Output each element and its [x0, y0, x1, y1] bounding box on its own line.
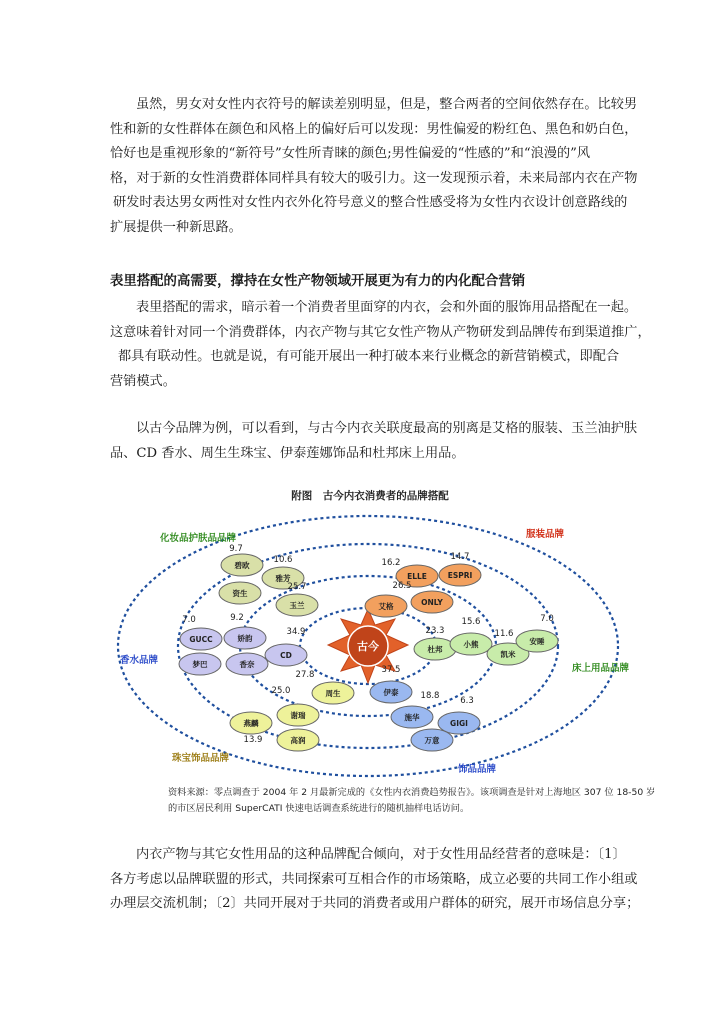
brand-name: 香奈 — [239, 660, 255, 669]
paragraph-line: 内衣产物与其它女性用品的这种品牌配合倾向，对于女性用品经营者的意味是：〔1〕 — [136, 847, 626, 862]
brand-value: 10.6 — [273, 555, 293, 565]
brand-name: ONLY — [421, 598, 443, 607]
paragraph-line: 表里搭配的需求，暗示着一个消费者里面穿的内衣，会和外面的服饰用品搭配在一起。 — [136, 300, 638, 315]
paragraph-line: 都具有联动性。也就是说，有可能开展出一种打破本来行业概念的新营销模式，即配合 — [118, 349, 620, 365]
brand-value: 7.0 — [182, 615, 196, 625]
brand-name: 燕麟 — [243, 719, 259, 728]
brand-name: 伊泰 — [383, 688, 399, 697]
brand-bubble — [370, 665, 412, 703]
brand-bubble — [411, 729, 453, 751]
brand-bubble — [450, 617, 492, 655]
paragraph-line: 恰好也是重视形象的“新符号”女性所青睐的颜色;男性偏爱的“性感的”和“浪漫的”风 — [110, 146, 591, 162]
paragraph-line: 各方考虑以品牌联盟的形式，共同探索可互相合作的市场策略，成立必要的共同工作小组或 — [110, 871, 638, 887]
center-label: 古今 — [357, 640, 379, 653]
figure-title: 附图 古今内衣消费者的品牌搭配 — [291, 490, 449, 502]
brand-bubble — [179, 653, 221, 675]
brand-bubble — [230, 712, 272, 734]
paragraph-3 — [110, 417, 638, 466]
paragraph-line: 研发时表达男女两性对女性内衣外化符号意义的整合性感受将为女性内衣设计创意路线的 — [113, 195, 628, 211]
brand-name: 雅芳 — [275, 574, 291, 583]
paragraph-line: 品、CD 香水、周生生珠宝、伊泰莲娜饰品和杜邦床上用品。 — [110, 445, 465, 461]
figure-caption — [168, 785, 656, 817]
brand-bubble — [224, 613, 266, 649]
brand-bubble — [365, 595, 407, 617]
brand-name: CD — [280, 651, 292, 660]
brand-name: 梦巴 — [192, 660, 208, 669]
brand-value: 15.6 — [461, 617, 481, 627]
brand-value: 25.0 — [271, 686, 291, 696]
brand-value: 27.8 — [295, 670, 315, 680]
paragraph-line: 格，对于新的女性消费群体同样具有较大的吸引力。这一发现预示着，未来局部内衣在产物 — [110, 170, 638, 186]
brand-value: 9.7 — [229, 544, 243, 554]
brand-value: 13.9 — [243, 735, 263, 745]
brand-name: 谢瑞 — [290, 711, 306, 720]
paragraph-2 — [110, 296, 651, 394]
brand-value: 23.3 — [425, 626, 445, 636]
brand-bubble — [516, 614, 558, 652]
brand-value: 16.2 — [381, 558, 401, 568]
brand-name: 周生 — [325, 689, 341, 698]
brand-name: 万意 — [424, 736, 440, 745]
brand-value: 14.7 — [450, 552, 470, 562]
brand-value: 26.5 — [392, 581, 412, 591]
brand-name: 碧欧 — [234, 561, 250, 570]
brand-name: ESPRI — [447, 571, 473, 580]
category-cosmetics: 化妆品护肤品品牌 — [160, 533, 237, 544]
category-perfume: 香水品牌 — [120, 655, 159, 666]
category-accessories: 饰品品牌 — [458, 764, 497, 775]
brand-bubble — [439, 552, 481, 586]
category-clothing: 服装品牌 — [526, 529, 565, 540]
brand-name: 资生 — [232, 589, 248, 598]
section-heading: 表里搭配的高需要，撑持在女性产物领域开展更为有力的内化配合营销 — [110, 274, 526, 289]
brand-value: 7.0 — [540, 614, 554, 624]
brand-value: 34.9 — [286, 627, 306, 637]
brand-name: 安睡 — [529, 637, 545, 646]
paragraph-line: 营销模式。 — [110, 373, 176, 389]
paragraph-line: 办理层交流机制；〔2〕共同开展对于共同的消费者或用户群体的研究，展开市场信息分享； — [110, 896, 640, 912]
brand-bubble — [180, 615, 222, 650]
brand-name: 高润 — [290, 736, 306, 745]
paragraph-line: 以古今品牌为例，可以看到，与古今内衣关联度最高的别离是艾格的服装、玉兰油护肤 — [136, 421, 638, 436]
brand-name: 凯米 — [500, 650, 516, 659]
brand-pairing-diagram — [110, 483, 630, 783]
brand-value: 9.2 — [230, 613, 244, 623]
paragraph-line: 虽然，男女对女性内衣符号的解读差别明显，但是，整合两者的空间依然存在。比较男 — [136, 97, 638, 112]
brand-name: GUCC — [189, 635, 213, 644]
brand-name: 娇韵 — [237, 634, 253, 643]
brand-name: 施华 — [404, 713, 420, 722]
brand-name: GIGI — [450, 719, 468, 728]
brand-name: 艾格 — [378, 602, 394, 611]
brand-value: 11.6 — [494, 629, 514, 639]
brand-value: 6.3 — [460, 696, 474, 706]
brand-value: 25.7 — [287, 582, 307, 592]
brand-bubble — [296, 670, 354, 704]
caption-line: 资料来源：零点调查于 2004 年 2 月最新完成的《女性内衣消费趋势报告》。该项调查是针对上海地区 307 位 18-50 岁 — [168, 787, 656, 798]
brand-bubble — [221, 544, 263, 576]
brand-name: 杜邦 — [427, 645, 443, 654]
caption-line: 的市区居民利用 SuperCATI 快速电话调查系统进行的随机抽样电话访问。 — [168, 803, 470, 814]
paragraph-line: 性和新的女性群体在颜色和风格上的偏好后可以发现：男性偏爱的粉红色、黑色和奶白色， — [110, 121, 638, 137]
paragraph-line: 扩展提供一种新思路。 — [110, 219, 242, 235]
brand-bubble — [226, 653, 268, 675]
brand-bubble — [219, 582, 261, 604]
brand-name: ELLE — [407, 572, 427, 581]
brand-value: 37.5 — [381, 665, 401, 675]
brand-value: 18.8 — [420, 691, 440, 701]
paragraph-4 — [110, 843, 640, 917]
category-jewelry: 珠宝饰品品牌 — [172, 753, 230, 764]
paragraph-1 — [110, 93, 638, 241]
category-bedding: 床上用品品牌 — [572, 663, 630, 674]
brand-name: 玉兰 — [289, 601, 305, 610]
brand-name: 小熊 — [463, 640, 479, 649]
paragraph-line: 这意味着针对同一个消费群体，内衣产物与其它女性产物从产物研发到品牌传布到渠道推广， — [110, 324, 651, 340]
